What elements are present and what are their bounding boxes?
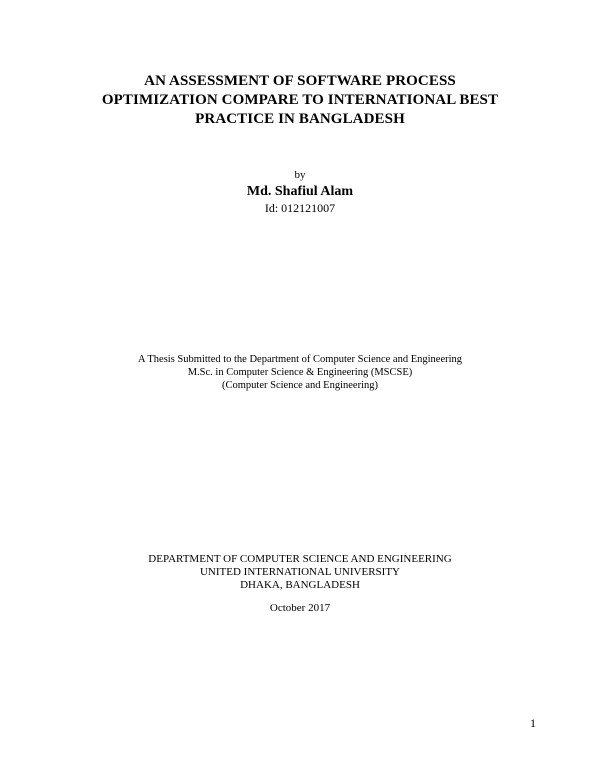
- title-line: PRACTICE IN BANGLADESH: [195, 111, 405, 127]
- department-name: DEPARTMENT OF COMPUTER SCIENCE AND ENGINEERING: [148, 553, 452, 565]
- thesis-statement: [0, 353, 600, 392]
- by-label: by: [294, 169, 306, 181]
- submission-date: October 2017: [269, 602, 331, 614]
- author-name: Md. Shafiul Alam: [246, 184, 354, 199]
- thesis-line: (Computer Science and Engineering): [222, 380, 378, 391]
- title-line: AN ASSESSMENT OF SOFTWARE PROCESS: [144, 73, 456, 89]
- university-name: UNITED INTERNATIONAL UNIVERSITY: [199, 566, 400, 578]
- student-id: Id: 012121007: [264, 201, 336, 215]
- institution-block: [0, 553, 600, 592]
- thesis-title: [0, 72, 600, 129]
- thesis-line: A Thesis Submitted to the Department of Computer Science and Engineering: [137, 354, 463, 365]
- location: DHAKA, BANGLADESH: [240, 579, 360, 591]
- page-number: 1: [530, 716, 536, 730]
- title-line: OPTIMIZATION COMPARE TO INTERNATIONAL BEST: [101, 92, 499, 108]
- thesis-line: M.Sc. in Computer Science & Engineering (MSCSE): [187, 367, 413, 378]
